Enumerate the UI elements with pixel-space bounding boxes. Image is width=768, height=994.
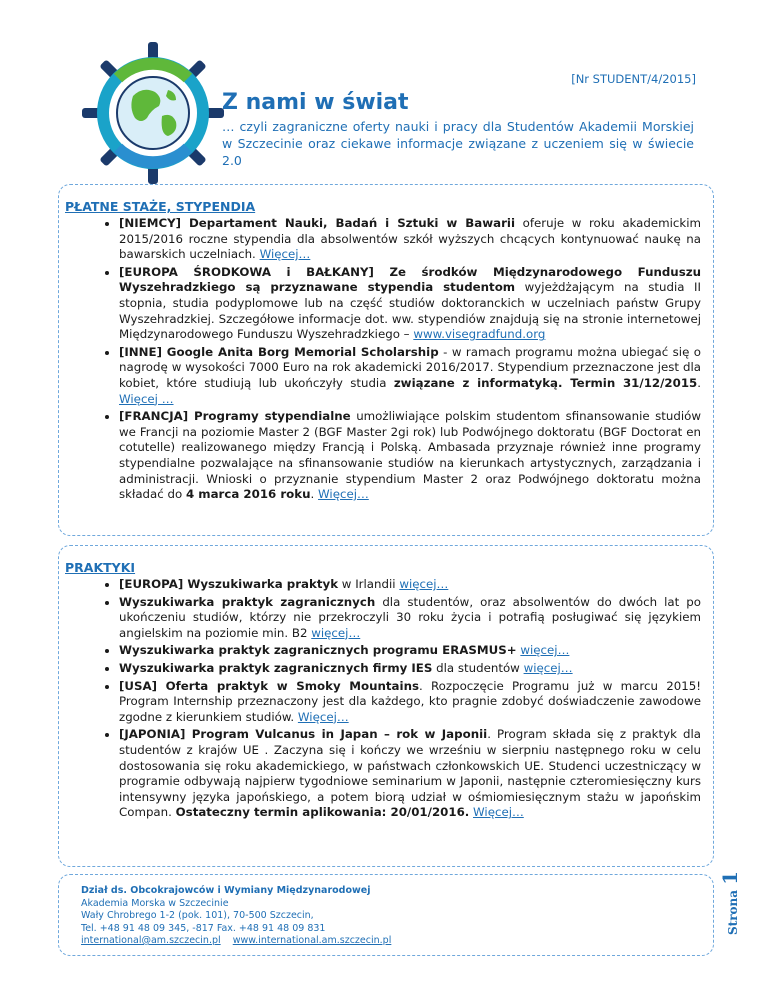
page-number: [718, 871, 742, 935]
list-item: • Wyszukiwarka praktyk zagranicznych dla studentów, oraz absolwentów do dwóch lat po ukończeniu studiów, którzy nie przekroczyli 30 roku życia i potrafią posługiwać się językiem angielskim na poziomie min. B2 więcej…: [119, 595, 701, 642]
more-link[interactable]: Więcej…: [473, 805, 524, 820]
footer-links: [81, 935, 701, 948]
internships-section: [58, 545, 714, 867]
list-item: • [USA] Oferta praktyk w Smoky Mountains. Rozpoczęcie Programu już w marcu 2015! Program Internship przeznaczony jest dla każdego, kto pragnie zdobyć doświadczenie zawodowe zgodne z kierunkiem studiów. Więcej…: [119, 679, 701, 726]
list-item: • Wyszukiwarka praktyk zagranicznych firmy IES dla studentów więcej…: [119, 661, 701, 677]
list-item: • Wyszukiwarka praktyk zagranicznych programu ERASMUS+ więcej…: [119, 643, 701, 659]
more-link[interactable]: więcej…: [311, 625, 361, 640]
footer-title: Dział ds. Obcokrajowców i Wymiany Międzynarodowej: [81, 885, 371, 896]
section-title: PRAKTYKI: [65, 560, 136, 575]
contact-footer: [58, 874, 714, 956]
paid-internships-section: [58, 184, 714, 536]
more-link[interactable]: więcej…: [523, 660, 573, 675]
list-item: • [JAPONIA] Program Vulcanus in Japan – rok w Japonii. Program składa się z praktyk dla studentów z krajów UE . Zaczyna się i kończy we wrześniu w sierpniu następnego roku w celu dostosowania się roku akademickiego, w państwach członkowskich UE. Studenci uczestniczący w programie odbywają najpierw tygodniowe seminarium w Japonii, następnie czteromiesięczny kurs intensywny języka japońskiego, a potem biorą udział w ośmiomiesięcznym stażu w japońskim Compan. Ostateczny termin aplikowania: 20/01/2016. Więcej…: [119, 727, 701, 821]
document-number: [Nr STUDENT/4/2015]: [571, 72, 696, 86]
visegrad-fund-link[interactable]: www.visegradfund.org: [413, 327, 546, 342]
ship-wheel-globe-icon: [78, 38, 228, 188]
footer-address-line: Wały Chrobrego 1-2 (pok. 101), 70-500 Szczecin,: [81, 910, 314, 921]
more-link[interactable]: Więcej…: [297, 709, 349, 724]
list-item: • [EUROPA ŚRODKOWA i BAŁKANY] Ze środków Międzynarodowego Funduszu Wyszehradzkiego są przyznawane stypendia studentom wyjeżdżającym na studia II stopnia, studia podyplomowe lub na część studiów doktoranckich w uczelniach państw Grupy Wyszehradzkiej. Szczegółowe informacje dot. ww. stypendiów znajdują się na stronie internetowej Międzynarodowego Funduszu Wyszehradzkiego – www.visegradfund.org: [119, 265, 701, 343]
page-title: Z nami w świat: [222, 90, 409, 115]
list-item: • [NIEMCY] Departament Nauki, Badań i Sztuki w Bawarii oferuje w roku akademickim 2015/2016 roczne stypendia dla absolwentów szkół wyższych chcących kontynuować naukę na bawarskich uczelniach. Więcej…: [119, 216, 701, 263]
website-link[interactable]: www.international.am.szczecin.pl: [232, 935, 392, 946]
page-subtitle: … czyli zagraniczne oferty nauki i pracy dla Studentów Akademii Morskiej w Szczecinie oraz ciekawe informacje związane z uczeniem się w świecie 2.0: [222, 119, 694, 168]
page-label: Strona: [726, 889, 740, 935]
more-link[interactable]: więcej…: [520, 643, 570, 658]
more-link[interactable]: Więcej…: [259, 247, 311, 262]
list-item: • [EUROPA] Wyszukiwarka praktyk w Irlandii więcej…: [119, 577, 701, 593]
section-title: PŁATNE STAŻE, STYPENDIA: [65, 199, 256, 214]
more-link[interactable]: więcej…: [399, 577, 449, 591]
footer-address-line: Akademia Morska w Szczecinie: [81, 897, 229, 909]
footer-phone-line: Tel. +48 91 48 09 345, -817 Fax. +48 91 48 09 831: [81, 922, 326, 934]
more-link[interactable]: Więcej …: [119, 391, 174, 406]
page-number-value: 1: [718, 870, 742, 885]
list-item: • [FRANCJA] Programy stypendialne umożliwiające polskim studentom sfinansowanie studiów we Francji na poziomie Master 2 (BGF Master 2gi rok) lub Podwójnego doktoratu (BGF Doctorat en cotutelle) realizowanego między Francją i Polską. Ambasada przyznaje również inne programy stypendialne pozwalające na sfinansowanie studiów na kierunkach artystycznych, zarządzania i administracji. Wnioski o przyznanie stypendium Master 2 oraz Podwójnego doktoratu można składać do 4 marca 2016 roku. Więcej…: [119, 409, 701, 503]
email-link[interactable]: international@am.szczecin.pl: [81, 935, 221, 946]
list-item: • [INNE] Google Anita Borg Memorial Scholarship - w ramach programu można ubiegać się o nagrodę w wysokości 7000 Euro na rok akademicki 2016/2017. Stypendium przeznaczone jest dla kobiet, które studiują lub ukończyły studia związane z informatyką. Termin 31/12/2015. Więcej …: [119, 345, 701, 407]
more-link[interactable]: Więcej…: [318, 487, 369, 502]
